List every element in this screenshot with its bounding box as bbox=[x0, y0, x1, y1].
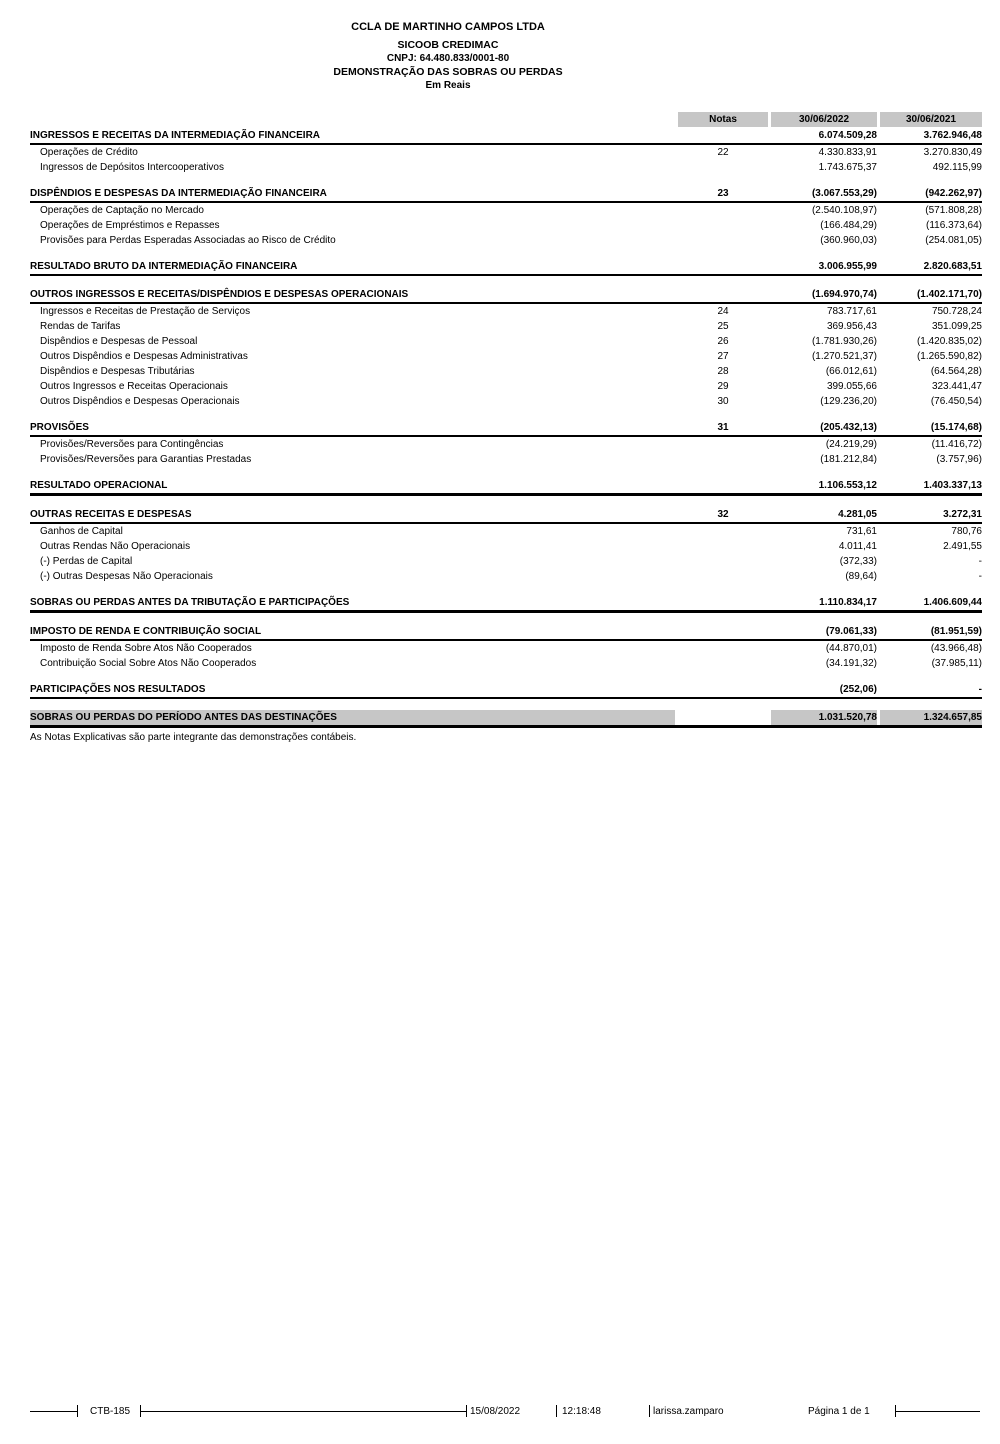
row-value-2021: (64.564,28) bbox=[930, 366, 982, 377]
row-value-2021: 492.115,99 bbox=[932, 162, 982, 173]
row-label: RESULTADO BRUTO DA INTERMEDIAÇÃO FINANCEIRA bbox=[30, 261, 298, 272]
statement-table bbox=[30, 112, 982, 744]
row-value-2021: (1.402.171,70) bbox=[916, 289, 982, 300]
total-row bbox=[30, 710, 982, 728]
row-nota: 32 bbox=[717, 509, 729, 520]
row-value-2021: (116.373,64) bbox=[926, 220, 982, 231]
row-value-2021: 3.762.946,48 bbox=[923, 130, 982, 141]
row-value-2022: (372,33) bbox=[839, 556, 877, 567]
row-nota: 30 bbox=[717, 396, 729, 407]
row-value-2022: 6.074.509,28 bbox=[818, 130, 877, 141]
row-value-2022: (1.270.521,37) bbox=[811, 351, 877, 362]
spacer-row bbox=[30, 467, 982, 478]
row-value-2022: (166.484,29) bbox=[820, 220, 877, 231]
row-value-2022: (44.870,01) bbox=[825, 643, 877, 654]
detail-row bbox=[30, 364, 982, 379]
row-value-2022: (252,06) bbox=[839, 684, 877, 695]
row-value-2022: 1.031.520,78 bbox=[771, 710, 877, 725]
section-header-row bbox=[30, 259, 982, 276]
row-value-2021: 750.728,24 bbox=[931, 306, 982, 317]
report-title: DEMONSTRAÇÃO DAS SOBRAS OU PERDAS bbox=[333, 66, 563, 78]
row-value-2021: (254.081,05) bbox=[925, 235, 982, 246]
row-value-2021: - bbox=[978, 571, 982, 582]
row-label: Operações de Crédito bbox=[40, 147, 138, 158]
footer-tick bbox=[77, 1405, 78, 1417]
spacer-row bbox=[30, 671, 982, 682]
detail-row bbox=[30, 319, 982, 334]
row-value-2022: 4.330.833,91 bbox=[818, 147, 877, 158]
detail-row bbox=[30, 394, 982, 409]
detail-row bbox=[30, 641, 982, 656]
row-value-2022: 1.106.553,12 bbox=[818, 480, 877, 491]
row-label: Ingressos e Receitas de Prestação de Serviços bbox=[40, 306, 251, 317]
detail-row bbox=[30, 379, 982, 394]
row-value-2022: (129.236,20) bbox=[820, 396, 877, 407]
cnpj: CNPJ: 64.480.833/0001-80 bbox=[386, 53, 510, 64]
row-value-2022: (34.191,32) bbox=[825, 658, 877, 669]
footer-rule-left bbox=[30, 1411, 77, 1412]
row-nota: 24 bbox=[717, 306, 729, 317]
row-label: (-) Outras Despesas Não Operacionais bbox=[40, 571, 213, 582]
row-label: PARTICIPAÇÕES NOS RESULTADOS bbox=[30, 684, 206, 695]
footer-tick bbox=[556, 1405, 557, 1417]
row-label: Ingressos de Depósitos Intercooperativos bbox=[40, 162, 224, 173]
row-label: Operações de Empréstimos e Repasses bbox=[40, 220, 220, 231]
spacer-row bbox=[30, 248, 982, 259]
row-value-2021: (571.808,28) bbox=[925, 205, 982, 216]
section-header-row bbox=[30, 682, 982, 699]
row-nota: 27 bbox=[717, 351, 729, 362]
row-label: (-) Perdas de Capital bbox=[40, 556, 133, 567]
footer-report-code: CTB-185 bbox=[90, 1406, 131, 1417]
row-value-2021: 323.441,47 bbox=[931, 381, 982, 392]
row-nota: 31 bbox=[717, 422, 729, 433]
row-label: Ganhos de Capital bbox=[40, 526, 123, 537]
row-value-2021: (15.174,68) bbox=[930, 422, 982, 433]
row-label: PROVISÕES bbox=[30, 422, 89, 433]
column-header-30-06-2022: 30/06/2022 bbox=[771, 112, 877, 127]
spacer-row bbox=[30, 613, 982, 624]
row-nota: 26 bbox=[717, 336, 729, 347]
row-nota: 22 bbox=[717, 147, 729, 158]
row-value-2022: (24.219,29) bbox=[825, 439, 877, 450]
row-label: Provisões/Reversões para Contingências bbox=[40, 439, 224, 450]
row-value-2021: 3.272,31 bbox=[943, 509, 982, 520]
section-header-row bbox=[30, 624, 982, 641]
row-value-2022: 1.743.675,37 bbox=[818, 162, 877, 173]
detail-row bbox=[30, 145, 982, 160]
row-nota: 23 bbox=[717, 188, 729, 199]
detail-row bbox=[30, 554, 982, 569]
detail-row bbox=[30, 569, 982, 584]
section-header-row bbox=[30, 128, 982, 145]
row-label: Provisões para Perdas Esperadas Associadas ao Risco de Crédito bbox=[40, 235, 336, 246]
row-label: Provisões/Reversões para Garantias Prestadas bbox=[40, 454, 252, 465]
row-value-2022: 4.011,41 bbox=[838, 541, 877, 552]
row-value-2021: 780,76 bbox=[951, 526, 982, 537]
row-label: RESULTADO OPERACIONAL bbox=[30, 480, 168, 491]
section-header-row bbox=[30, 287, 982, 304]
row-value-2021: 1.324.657,85 bbox=[880, 710, 982, 725]
company-name: CCLA DE MARTINHO CAMPOS LTDA bbox=[351, 21, 545, 33]
row-value-2022: (181.212,84) bbox=[820, 454, 877, 465]
row-value-2021: - bbox=[978, 684, 982, 695]
row-label: Operações de Captação no Mercado bbox=[40, 205, 204, 216]
row-label: DISPÊNDIOS E DESPESAS DA INTERMEDIAÇÃO FINANCEIRA bbox=[30, 188, 327, 199]
page-footer bbox=[0, 1399, 1000, 1425]
spacer-row bbox=[30, 496, 982, 507]
row-value-2022: (1.694.970,74) bbox=[811, 289, 877, 300]
spacer-row bbox=[30, 175, 982, 186]
row-value-2021: (942.262,97) bbox=[925, 188, 982, 199]
row-value-2021: (81.951,59) bbox=[930, 626, 982, 637]
row-value-2021: 2.820.683,51 bbox=[923, 261, 982, 272]
row-label: OUTROS INGRESSOS E RECEITAS/DISPÊNDIOS E DESPESAS OPERACIONAIS bbox=[30, 289, 409, 300]
section-header-row bbox=[30, 595, 982, 613]
row-value-2022: 1.110.834,17 bbox=[819, 597, 877, 608]
footer-print-date: 15/08/2022 bbox=[470, 1406, 521, 1417]
row-value-2022: 783.717,61 bbox=[826, 306, 877, 317]
column-header-30-06-2021: 30/06/2021 bbox=[880, 112, 982, 127]
row-label: Outros Dispêndios e Despesas Operacionais bbox=[40, 396, 240, 407]
row-label: Dispêndios e Despesas Tributárias bbox=[40, 366, 195, 377]
row-value-2022: (89,64) bbox=[845, 571, 877, 582]
row-value-2021: 1.406.609,44 bbox=[923, 597, 982, 608]
detail-row bbox=[30, 437, 982, 452]
column-header-row bbox=[30, 112, 982, 127]
row-value-2022: 731,61 bbox=[846, 526, 877, 537]
detail-row bbox=[30, 524, 982, 539]
document-header bbox=[0, 21, 896, 91]
row-value-2021: 351.099,25 bbox=[931, 321, 982, 332]
row-value-2021: (11.416,72) bbox=[931, 439, 982, 450]
spacer-row bbox=[30, 584, 982, 595]
row-label: Contribuição Social Sobre Atos Não Cooperados bbox=[40, 658, 257, 669]
brand-name: SICOOB CREDIMAC bbox=[397, 39, 499, 51]
row-nota: 28 bbox=[717, 366, 729, 377]
spacer-row bbox=[30, 276, 982, 287]
row-value-2022: 3.006.955,99 bbox=[818, 261, 877, 272]
row-label: Outros Ingressos e Receitas Operacionais bbox=[40, 381, 228, 392]
row-value-2021: (3.757,96) bbox=[936, 454, 982, 465]
detail-row bbox=[30, 539, 982, 554]
detail-row bbox=[30, 452, 982, 467]
row-value-2021: (1.265.590,82) bbox=[916, 351, 982, 362]
row-nota: 29 bbox=[717, 381, 729, 392]
section-header-row bbox=[30, 186, 982, 203]
footer-rule-right bbox=[895, 1411, 980, 1412]
row-value-2021: (1.420.835,02) bbox=[916, 336, 982, 347]
row-value-2021: 2.491,55 bbox=[943, 541, 982, 552]
statement-body bbox=[30, 128, 982, 728]
column-header-notas: Notas bbox=[678, 112, 768, 127]
row-value-2022: 4.281,05 bbox=[838, 509, 877, 520]
row-value-2021: 1.403.337,13 bbox=[923, 480, 982, 491]
detail-row bbox=[30, 334, 982, 349]
section-header-row bbox=[30, 478, 982, 496]
footer-user: larissa.zamparo bbox=[653, 1406, 724, 1417]
footer-tick bbox=[466, 1405, 467, 1417]
row-label: Rendas de Tarifas bbox=[40, 321, 121, 332]
detail-row bbox=[30, 233, 982, 248]
row-nota: 25 bbox=[717, 321, 729, 332]
footer-page-number: Página 1 de 1 bbox=[808, 1406, 870, 1417]
row-value-2022: (3.067.553,29) bbox=[811, 188, 877, 199]
row-value-2022: (66.012,61) bbox=[825, 366, 877, 377]
section-header-row bbox=[30, 420, 982, 437]
spacer-row bbox=[30, 699, 982, 710]
detail-row bbox=[30, 160, 982, 175]
section-header-row bbox=[30, 507, 982, 524]
footnote: As Notas Explicativas são parte integrante das demonstrações contábeis. bbox=[30, 732, 357, 743]
detail-row bbox=[30, 656, 982, 671]
detail-row bbox=[30, 218, 982, 233]
row-value-2022: 369.956,43 bbox=[826, 321, 877, 332]
row-value-2022: (1.781.930,26) bbox=[811, 336, 877, 347]
row-value-2022: (79.061,33) bbox=[825, 626, 877, 637]
detail-row bbox=[30, 349, 982, 364]
footer-tick bbox=[649, 1405, 650, 1417]
row-value-2021: (37.985,11) bbox=[931, 658, 982, 669]
footer-print-time: 12:18:48 bbox=[562, 1406, 601, 1417]
detail-row bbox=[30, 203, 982, 218]
row-label: Outras Rendas Não Operacionais bbox=[40, 541, 191, 552]
row-value-2021: (43.966,48) bbox=[930, 643, 982, 654]
detail-row bbox=[30, 304, 982, 319]
row-label: INGRESSOS E RECEITAS DA INTERMEDIAÇÃO FINANCEIRA bbox=[30, 130, 321, 141]
currency-note: Em Reais bbox=[425, 80, 471, 91]
row-value-2021: - bbox=[978, 556, 982, 567]
row-label: SOBRAS OU PERDAS DO PERÍODO ANTES DAS DESTINAÇÕES bbox=[30, 710, 675, 725]
row-value-2021: 3.270.830,49 bbox=[923, 147, 982, 158]
row-label: SOBRAS OU PERDAS ANTES DA TRIBUTAÇÃO E PARTICIPAÇÕES bbox=[30, 597, 350, 608]
row-value-2022: (205.432,13) bbox=[820, 422, 877, 433]
row-label: IMPOSTO DE RENDA E CONTRIBUIÇÃO SOCIAL bbox=[30, 626, 262, 637]
row-label: Dispêndios e Despesas de Pessoal bbox=[40, 336, 198, 347]
footer-rule-middle bbox=[140, 1411, 466, 1412]
row-value-2022: 399.055,66 bbox=[826, 381, 877, 392]
row-value-2021: (76.450,54) bbox=[930, 396, 982, 407]
row-value-2022: (2.540.108,97) bbox=[811, 205, 877, 216]
row-value-2022: (360.960,03) bbox=[820, 235, 877, 246]
row-label: Outros Dispêndios e Despesas Administrativas bbox=[40, 351, 248, 362]
spacer-row bbox=[30, 409, 982, 420]
row-label: Imposto de Renda Sobre Atos Não Cooperados bbox=[40, 643, 252, 654]
row-label: OUTRAS RECEITAS E DESPESAS bbox=[30, 509, 192, 520]
